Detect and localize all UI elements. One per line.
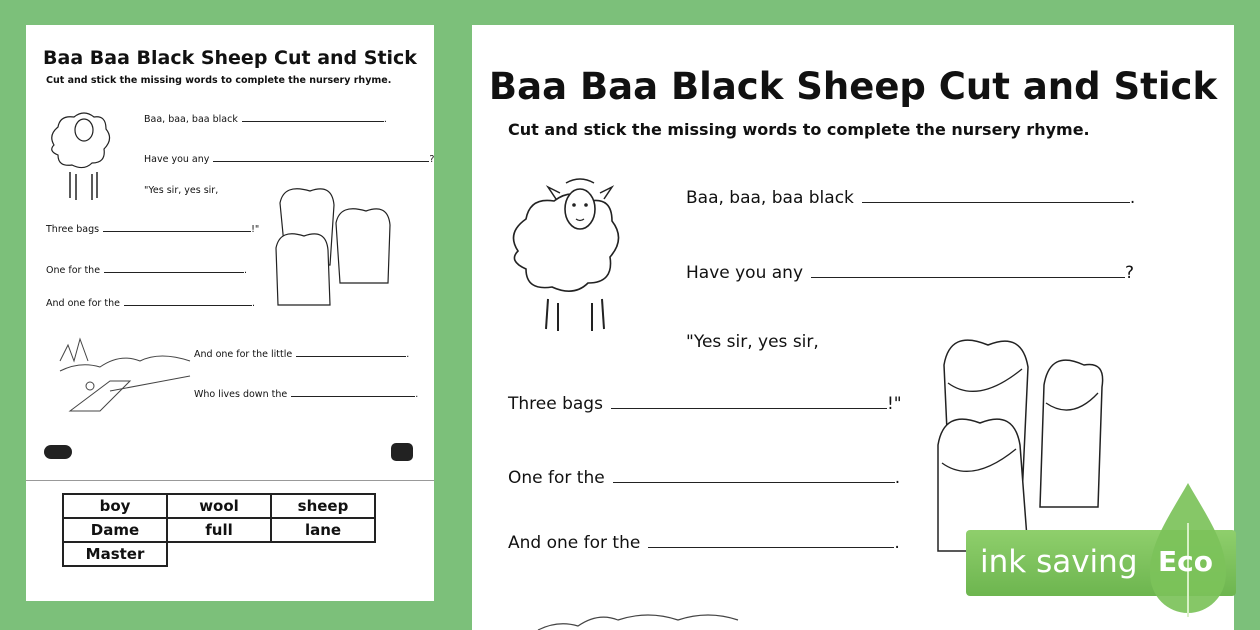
small-rhyme-line-3: "Yes sir, yes sir, [144, 185, 219, 196]
word-cards-table [62, 493, 376, 567]
small-rhyme-line-5: One for the . [46, 265, 248, 276]
large-rhyme-line-4: Three bags !" [508, 394, 902, 414]
large-lane-illustration [538, 605, 738, 630]
large-worksheet-title: Baa Baa Black Sheep Cut and Stick [488, 65, 1218, 108]
small-worksheet-preview [26, 25, 434, 601]
small-rhyme-line-6: And one for the . [46, 298, 255, 309]
small-rhyme-line-8: Who lives down the . [194, 389, 419, 400]
small-rhyme-line-1: Baa, baa, baa black . [144, 114, 387, 125]
word-card: full [167, 518, 271, 542]
eco-badge-label: Eco [1158, 545, 1213, 578]
cut-line-divider [26, 480, 434, 481]
word-card: Dame [63, 518, 167, 542]
small-worksheet-title: Baa Baa Black Sheep Cut and Stick [43, 47, 417, 69]
word-card: sheep [271, 494, 375, 518]
word-card: wool [167, 494, 271, 518]
word-card: boy [63, 494, 167, 518]
large-rhyme-line-2: Have you any ? [686, 263, 1135, 283]
large-rhyme-line-3: "Yes sir, yes sir, [686, 332, 819, 352]
publisher-logo [44, 445, 72, 459]
footer-badge-icon [391, 443, 413, 461]
word-card: Master [63, 542, 167, 566]
large-rhyme-line-1: Baa, baa, baa black . [686, 188, 1136, 208]
small-rhyme-line-4: Three bags !" [46, 224, 260, 235]
small-rhyme-line-2: Have you any ? [144, 154, 435, 165]
small-lane-illustration [60, 331, 190, 411]
small-sheep-illustration [44, 100, 114, 220]
large-wool-bags-illustration [934, 325, 1104, 555]
large-sheep-illustration [504, 171, 634, 361]
small-worksheet-subtitle: Cut and stick the missing words to complete the nursery rhyme. [46, 75, 392, 86]
small-wool-bags-illustration [274, 178, 404, 308]
large-rhyme-line-6: And one for the . [508, 533, 900, 553]
large-worksheet-subtitle: Cut and stick the missing words to complete the nursery rhyme. [508, 120, 1090, 139]
word-card: lane [271, 518, 375, 542]
ink-saving-label: ink saving [980, 544, 1138, 580]
large-rhyme-line-5: One for the . [508, 468, 901, 488]
small-rhyme-line-7: And one for the little . [194, 349, 410, 360]
